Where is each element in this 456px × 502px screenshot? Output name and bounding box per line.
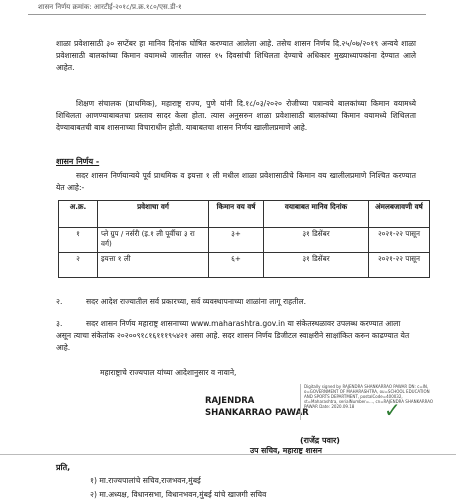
signature-check-icon: ✓ <box>384 398 401 422</box>
col-min-age: किमान वय वर्ष <box>209 201 264 228</box>
signer-name-marathi: (राजेंद्र पवार) <box>300 436 340 445</box>
list-item <box>56 318 416 354</box>
signer-designation: उप सचिव, महाराष्ट्र शासन <box>250 446 322 455</box>
col-implementation-year: अंमलबजावणी वर्ष <box>369 201 430 228</box>
paragraph-2: शिक्षण संचालक (प्राथमिक), महाराष्ट्र राज्य, पुणे यांनी दि.१८/०३/२०२० रोजीच्या पत्रान्वये बालकांच्या किमान वयामध्ये शिथिलता आणण्याबाबतचा प्रस्ताव सादर केला होता. त्यास अनुसरुन शाळा प्रवेशासाठी बालकांच्या किमान वयामध्ये शिथिलता देण्याबाबतची बाब शासनाच्या विचाराधीन होती. याबाबतचा शासन निर्णय खालीलप्रमाणे आहे. <box>56 99 416 132</box>
cell-cutoff-date: ३१ डिसेंबर <box>264 253 369 278</box>
decision-heading: शासन निर्णय - <box>56 157 100 166</box>
item-text: सदर शासन निर्णय महाराष्ट्र शासनाच्या www.maharashtra.gov.in या संकेतस्थळावर उपलब्ध करण्यात आला असून त्याचा संकेतांक २०२००९१८१६१११९५४२१ असा आहे. सदर शासन निर्णय डिजीटल स्वाक्षरीने साक्षांकित करुन काढण्यात येत आहे. <box>56 319 410 352</box>
cell-min-age: ६+ <box>209 253 264 278</box>
table-header-row <box>59 201 430 228</box>
table-row <box>59 228 430 253</box>
age-table <box>58 200 430 278</box>
cell-implementation-year: २०२१-२२ पासून <box>369 253 430 278</box>
closing-line: महाराष्ट्राचे राज्यपाल यांच्या आदेशानुसार व नावाने, <box>100 368 237 377</box>
decision-intro: सदर शासन निर्णयान्वये पूर्व प्राथमिक व इयत्ता १ ली मधील शाळा प्रवेशासाठीचे किमान वय खालीलप्रमाणे निश्चित करण्यात येत आहे:- <box>56 171 416 192</box>
item-number: ३. <box>56 319 63 328</box>
header-divider <box>28 14 426 15</box>
col-class: प्रवेशाचा वर्ग <box>98 201 209 228</box>
cc-label: प्रति, <box>56 463 71 472</box>
cell-cutoff-date: ३१ डिसेंबर <box>264 228 369 253</box>
page-header: शासन निर्णय क्रमांक: आरटीई-२०१८/प्र.क्र.१८०/एस.डी-१ <box>38 3 182 11</box>
signer-first-name: RAJENDRA <box>205 396 255 406</box>
cell-min-age: ३+ <box>209 228 264 253</box>
cell-serial: १ <box>59 228 98 253</box>
signer-last-name: SHANKARRAO PAWAR <box>205 408 309 418</box>
col-cutoff-date: वयाबाबत मानिव दिनांक <box>264 201 369 228</box>
item-text: सदर आदेश राज्यातील सर्व प्रकारच्या, सर्व व्यवस्थापनाच्या शाळांना लागू राहतील. <box>86 297 307 306</box>
cell-implementation-year: २०२१-२२ पासून <box>369 228 430 253</box>
paragraph-1: शाळा प्रवेशासाठी ३० सप्टेंबर हा मानिव दिनांक घोषित करण्यात आलेला आहे. तसेच शासन निर्णय दि.२५/०७/२०१९ अन्वये शाळा प्रवेशासाठी बालकांच्या किमान वयामध्ये जास्तीत जास्त १५ दिवसांची शिथिलता देण्याचे अधिकार मुख्याध्यापकांना देण्यात आले आहेत. <box>56 39 416 72</box>
section-divider <box>0 454 456 455</box>
col-serial: अ.क्र. <box>59 201 98 228</box>
table-row <box>59 253 430 278</box>
cell-serial: २ <box>59 253 98 278</box>
list-item <box>56 296 416 308</box>
item-number: २. <box>56 297 63 306</box>
digital-signature-block: Digitally signed by RAJENDRA SHANKARRAO PAWAR DN: c=IN, o=GOVERNMENT OF MAHARASHTRA, ou=SCHOOL EDUCATION AND SPORTS DEPARTMENT, postalCode=400032, st=Maharashtra, serialNumber=..., cn=RAJENDRA SHANKARRAO PAWAR Date: 2020.09.18 <box>300 384 434 420</box>
cell-class: इयत्ता १ ली <box>98 253 209 278</box>
cc-item: १) मा.राज्यपालांचे सचिव,राजभवन,मुंबई <box>90 476 201 485</box>
cc-item: २) मा.अध्यक्ष, विधानसभा, विधानभवन,मुंबई यांचे खाजगी सचिव <box>90 490 267 499</box>
cell-class: प्ले ग्रुप / नर्सरी (इ.१ ली पूर्वीचा ३ रा वर्ग) <box>98 228 209 253</box>
